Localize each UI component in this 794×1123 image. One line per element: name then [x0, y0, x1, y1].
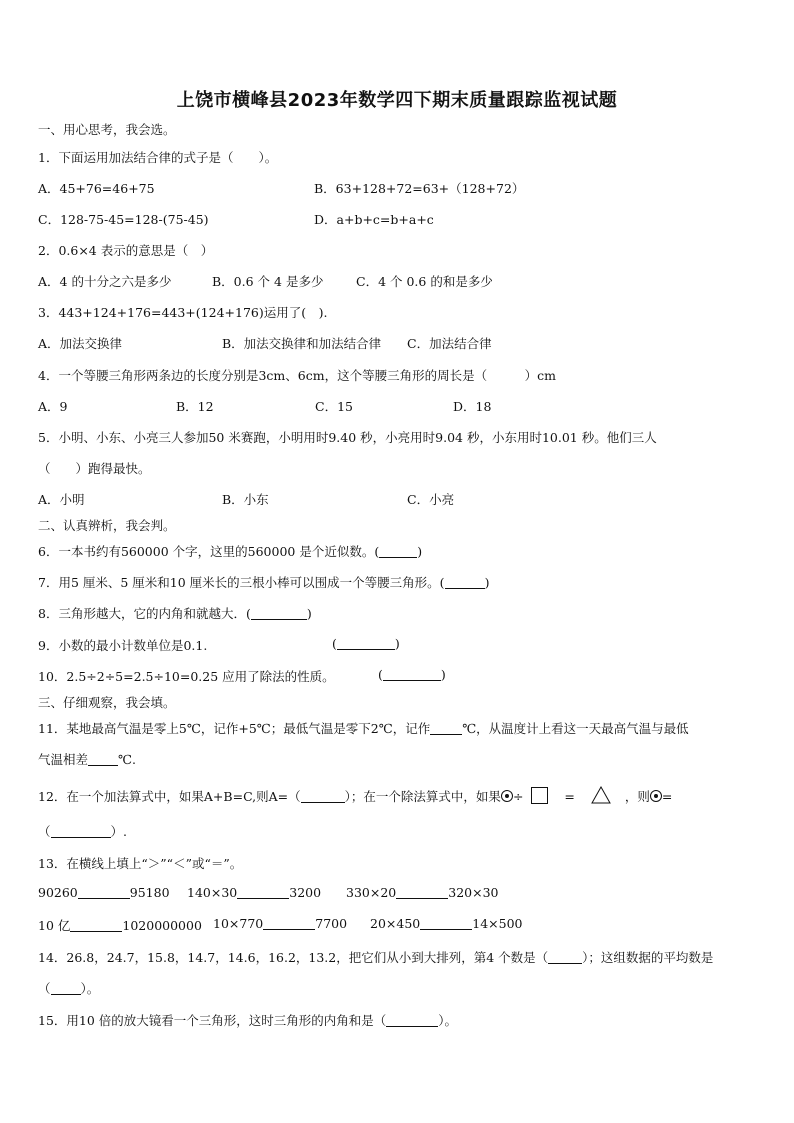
question-15-part-1: 15．用10 倍的放大镜看一个三角形，这时三角形的内角和是（	[38, 1013, 387, 1028]
compare-left: 20×450	[370, 916, 421, 931]
question-9-open: (	[332, 636, 337, 651]
compare-blank[interactable]	[237, 886, 289, 899]
compare-right: 95180	[129, 885, 170, 900]
question-13-row-2	[38, 916, 202, 934]
question-2-option-c: C．4 个 0.6 的和是多少	[356, 274, 493, 289]
compare-blank[interactable]	[396, 886, 448, 899]
question-4-option-b: B．12	[176, 399, 214, 414]
compare-left: 140×30	[187, 885, 238, 900]
question-14-line-1	[38, 948, 713, 966]
section-heading-3: 三、仔细观察，我会填。	[38, 695, 176, 710]
question-8-close: )	[306, 606, 312, 621]
equals-sign: =	[564, 789, 575, 804]
question-11-line-2	[38, 750, 136, 768]
compare-right: 320×30	[448, 885, 499, 900]
question-6	[38, 542, 422, 560]
question-11-line-1	[38, 719, 689, 737]
compare-left: 10×770	[213, 916, 264, 931]
question-15	[38, 1011, 457, 1029]
question-11-part-4: ℃.	[118, 752, 136, 767]
question-14-part-2: ）；这组数据的平均数是	[582, 950, 714, 965]
question-14-close: ）。	[80, 981, 100, 996]
question-2-option-b: B．0.6 个 4 是多少	[212, 274, 324, 289]
question-5-stem-line-2: （ ）跑得最快。	[38, 461, 151, 476]
question-9-text: 9．小数的最小计数单位是0.1.	[38, 638, 208, 653]
question-8-text: 8．三角形越大，它的内角和就越大．(	[38, 606, 251, 621]
question-13-row-1-item-2	[187, 885, 321, 900]
division-sign: ÷	[512, 789, 524, 804]
answer-blank-10[interactable]	[383, 668, 441, 681]
question-12-line-1	[38, 786, 672, 807]
question-11-part-1: 11．某地最高气温是零上5℃，记作+5℃；最低气温是零下2℃，记作	[38, 721, 431, 736]
question-1-option-a: A．45+76=46+75	[38, 181, 155, 196]
question-5-option-a: A．小明	[38, 492, 85, 507]
compare-left: 10 亿	[38, 918, 71, 933]
question-13-row-1-item-3	[346, 885, 499, 900]
question-10-open: (	[378, 667, 383, 682]
answer-blank-6[interactable]	[379, 545, 417, 558]
compare-right: 14×500	[472, 916, 523, 931]
page-title: 上饶市横峰县2023年数学四下期末质量跟踪监视试题	[176, 90, 618, 111]
question-15-part-2: ）。	[438, 1013, 458, 1028]
question-13-row-1	[38, 885, 170, 900]
answer-blank-12b[interactable]	[51, 825, 111, 838]
question-12-part-5: ，则	[624, 789, 650, 804]
question-1-option-c: C．128-75-45=128-(75-45)	[38, 212, 209, 227]
question-6-text: 6．一本书约有560000 个字，这里的560000 是个近似数。(	[38, 544, 380, 559]
answer-blank-14a[interactable]	[548, 951, 582, 964]
question-2-option-a: A．4 的十分之六是多少	[38, 274, 172, 289]
compare-blank[interactable]	[420, 917, 472, 930]
question-1-option-d: D．a+b+c=b+a+c	[314, 212, 434, 227]
question-11-part-2: ℃，从温度计上看这一天最高气温与最低	[462, 721, 689, 736]
question-4-stem: 4．一个等腰三角形两条边的长度分别是3cm、6cm，这个等腰三角形的周长是（ ）cm	[38, 368, 556, 383]
answer-blank-11b[interactable]	[88, 753, 118, 766]
square-icon	[531, 787, 548, 804]
compare-blank[interactable]	[263, 917, 315, 930]
question-13-row-2-item-2	[213, 916, 347, 931]
compare-right: 7700	[315, 916, 348, 931]
question-13-row-2-item-3	[370, 916, 523, 931]
dot-circle-icon	[650, 790, 662, 802]
question-9-answer	[332, 636, 400, 651]
question-3-option-c: C．加法结合律	[407, 336, 492, 351]
question-1-stem: 1．下面运用加法结合律的式子是（ ）。	[38, 150, 278, 165]
question-10-close: )	[440, 667, 446, 682]
answer-blank-12a[interactable]	[301, 790, 345, 803]
answer-blank-7[interactable]	[445, 576, 485, 589]
question-4-option-c: C．15	[315, 399, 353, 414]
question-5-stem-line-1: 5．小明、小东、小亮三人参加50 米赛跑，小明用时9.40 秒，小亮用时9.04 秒，小东用时10.01 秒。他们三人	[38, 430, 657, 445]
question-4-option-d: D．18	[453, 399, 492, 414]
question-12-line-2	[38, 822, 127, 840]
question-2-stem: 2．0.6×4 表示的意思是（ ）	[38, 243, 214, 258]
question-3-option-a: A．加法交换律	[38, 336, 123, 351]
question-5-option-b: B．小东	[222, 492, 269, 507]
question-7	[38, 573, 489, 591]
question-10-text: 10．2.5÷2÷5=2.5÷10=0.25 应用了除法的性质。	[38, 669, 335, 684]
compare-left: 90260	[38, 885, 78, 900]
question-14-part-1: 14．26.8，24.7，15.8，14.7，14.6，16.2，13.2，把它们从小到大排列，第4 个数是（	[38, 950, 549, 965]
section-heading-1: 一、用心思考，我会选。	[38, 122, 176, 137]
compare-left: 330×20	[346, 885, 397, 900]
question-7-text: 7．用5 厘米、5 厘米和10 厘米长的三根小棒可以围成一个等腰三角形。(	[38, 575, 445, 590]
dot-circle-icon	[501, 790, 513, 802]
question-8	[38, 604, 312, 622]
question-12-close: ）.	[110, 824, 127, 839]
question-12-part-2: ）；在一个除法算式中，如果	[344, 789, 501, 804]
question-6-close: )	[417, 544, 423, 559]
question-13-stem: 13．在横线上填上“＞”“＜”或“＝”。	[38, 856, 243, 871]
answer-blank-15[interactable]	[386, 1014, 438, 1027]
answer-blank-11a[interactable]	[430, 722, 462, 735]
equals-sign-2: =	[661, 789, 673, 804]
compare-right: 3200	[289, 885, 322, 900]
question-4-option-a: A．9	[38, 399, 68, 414]
compare-blank[interactable]	[70, 919, 122, 932]
question-3-option-b: B．加法交换律和加法结合律	[222, 336, 382, 351]
question-14-line-2	[38, 979, 99, 997]
question-7-close: )	[484, 575, 490, 590]
question-3-stem: 3．443+124+176=443+(124+176)运用了( ).	[38, 305, 328, 320]
triangle-icon	[591, 786, 611, 807]
question-14-open: （	[38, 981, 51, 996]
question-11-part-3: 气温相差	[38, 752, 89, 767]
question-10-answer	[378, 667, 446, 682]
compare-right: 1020000000	[122, 918, 202, 933]
question-9-close: )	[394, 636, 400, 651]
section-heading-2: 二、认真辨析，我会判。	[38, 518, 176, 533]
answer-blank-8[interactable]	[251, 607, 307, 620]
answer-blank-14b[interactable]	[51, 982, 81, 995]
question-12-open: （	[38, 824, 51, 839]
question-12-part-1: 12．在一个加法算式中，如果A+B=C,则A=（	[38, 789, 301, 804]
question-5-option-c: C．小亮	[407, 492, 455, 507]
answer-blank-9[interactable]	[337, 637, 395, 650]
question-1-option-b: B．63+128+72=63+（128+72）	[314, 181, 525, 196]
compare-blank[interactable]	[78, 886, 130, 899]
